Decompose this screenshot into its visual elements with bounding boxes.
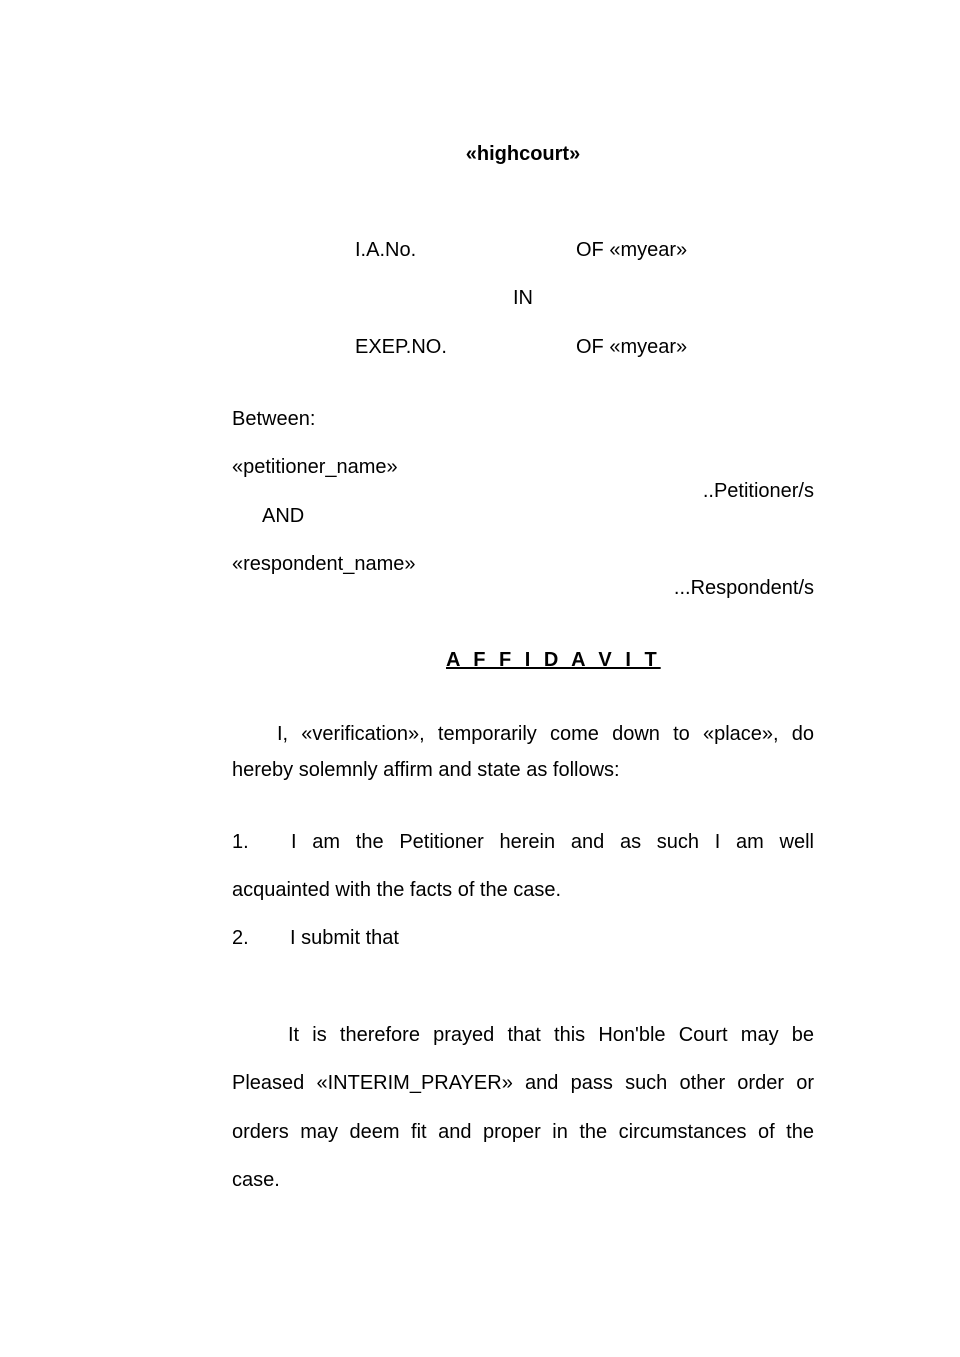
ia-year: OF «myear» [576,239,688,261]
point-2-number: 2. [232,927,249,949]
petitioner-role: ..Petitioner/s [702,480,814,502]
ia-number-label: I.A.No. [355,239,417,261]
prayer-line-2: Pleased «INTERIM_PRAYER» and pass such other order or [232,1072,814,1094]
exep-number-label: EXEP.NO. [355,336,447,358]
affidavit-title: A F F I D A V I T [446,649,661,671]
point-1-line-2: acquainted with the facts of the case. [232,879,562,901]
respondent-name: «respondent_name» [232,553,416,575]
respondent-role: ...Respondent/s [673,577,814,599]
prayer-line-1: It is therefore prayed that this Hon'ble Court may be [288,1024,814,1046]
between-label: Between: [232,408,316,430]
prayer-line-4: case. [232,1169,280,1191]
court-heading: «highcourt» [465,143,581,165]
intro-line-2: hereby solemnly affirm and state as follows: [232,759,620,781]
and-label: AND [262,505,305,527]
petitioner-name: «petitioner_name» [232,456,398,478]
point-1-number: 1. [232,831,249,853]
exep-year: OF «myear» [576,336,688,358]
point-1-line-1: I am the Petitioner herein and as such I am well [291,831,814,853]
point-2-line-1: I submit that [290,927,399,949]
prayer-line-3: orders may deem fit and proper in the circumstances of the [232,1121,814,1143]
in-label: IN [513,287,533,309]
intro-line-1: I, «verification», temporarily come down to «place», do [277,723,814,745]
